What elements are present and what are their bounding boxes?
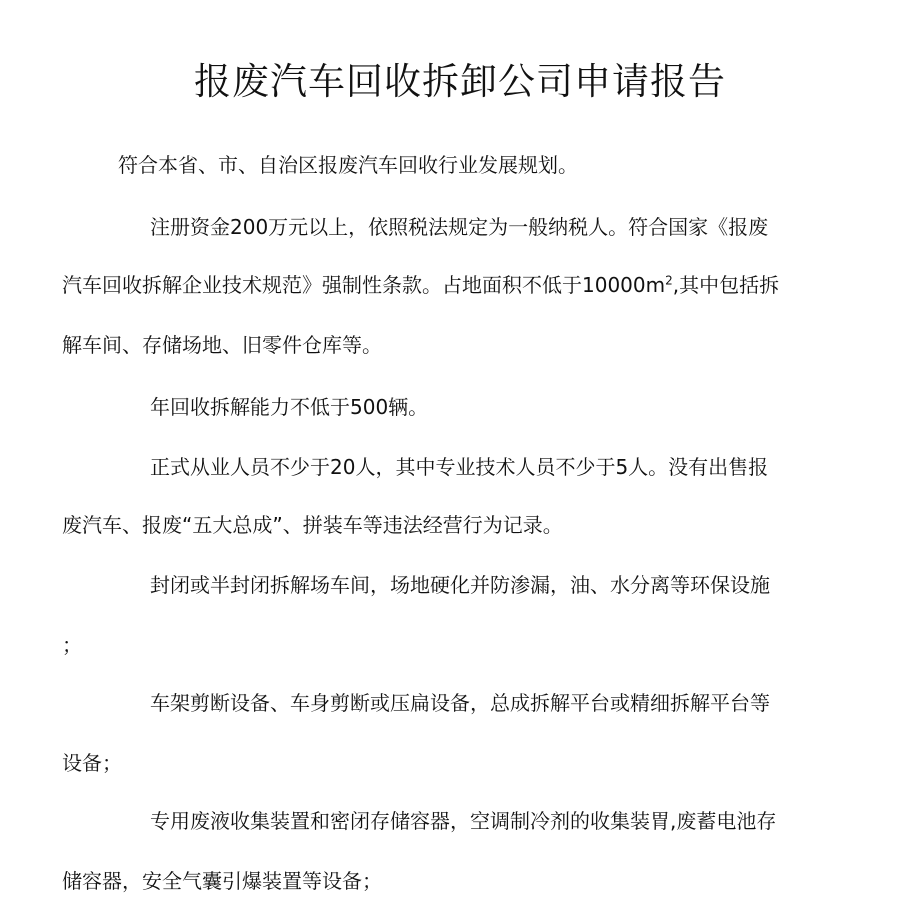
paragraph-line: 专用废液收集装置和密闭存储容器，空调制冷剂的收集装胃,废蓄电池存 xyxy=(150,809,777,833)
paragraph-line: 正式从业人员不少于20人，其中专业技术人员不少于5人。没有出售报 xyxy=(150,455,769,479)
area-requirement-continuation: ,其中包括拆 xyxy=(672,273,780,297)
paragraph-line xyxy=(62,270,779,300)
area-requirement-text: 汽车回收拆解企业技术规范》强制性条款。占地面积不低于10000m xyxy=(62,273,666,297)
paragraph-line: 储容器，安全气囊引爆装置等设备； xyxy=(62,869,382,893)
paragraph-line: 设备； xyxy=(62,751,122,775)
paragraph-line: ； xyxy=(62,633,82,657)
paragraph-line: 符合本省、市、自治区报废汽车回收行业发展规划。 xyxy=(118,153,578,177)
document-title: 报废汽车回收拆卸公司申请报告 xyxy=(194,60,726,103)
paragraph-line: 注册资金200万元以上，依照税法规定为一般纳税人。符合国家《报废 xyxy=(150,215,769,239)
paragraph-line: 封闭或半封闭拆解场车间，场地硬化并防渗漏，油、水分离等环保设施 xyxy=(150,573,770,597)
paragraph-line: 解车间、存储场地、旧零件仓库等。 xyxy=(62,333,382,357)
paragraph-line: 车架剪断设备、车身剪断或压扁设备，总成拆解平台或精细拆解平台等 xyxy=(150,691,770,715)
superscript-exponent: 2 xyxy=(665,273,673,288)
paragraph-line: 废汽车、报废“五大总成”、拼装车等违法经营行为记录。 xyxy=(62,513,563,537)
paragraph-line: 年回收拆解能力不低于500辆。 xyxy=(150,395,429,419)
